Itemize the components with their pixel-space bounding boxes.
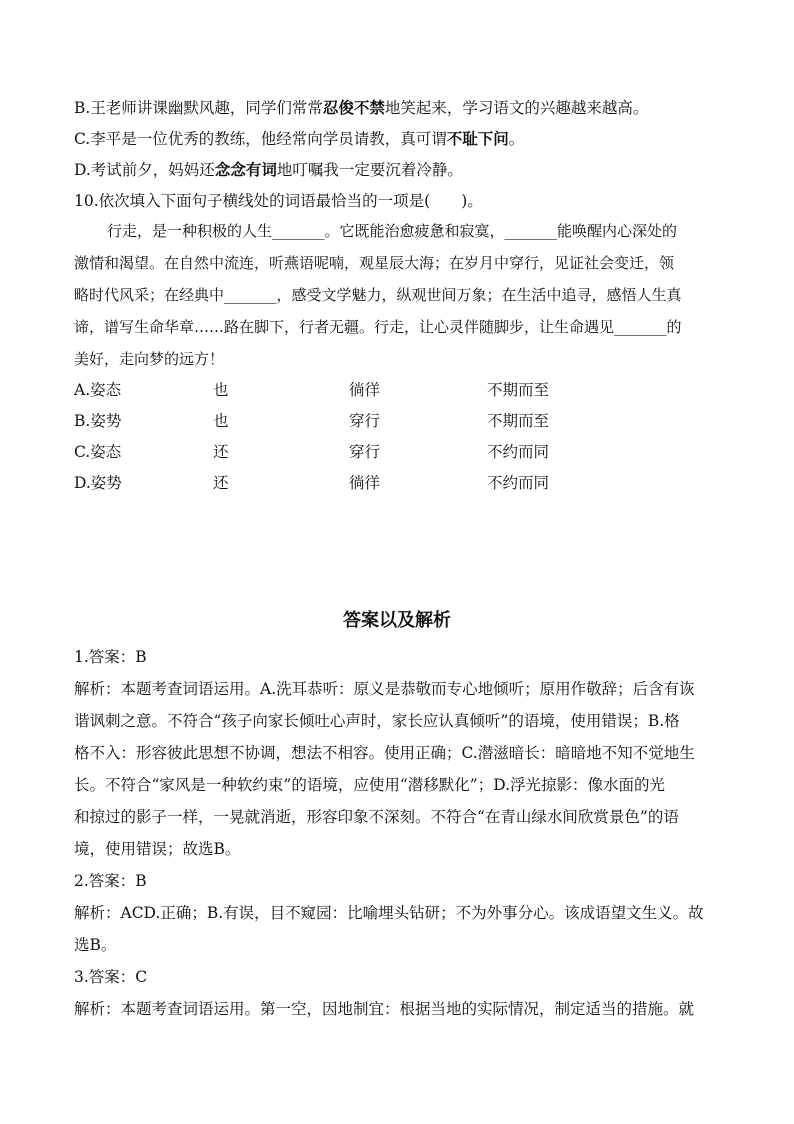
option-c-line [74,129,524,149]
answer-1: 1.答案：B [74,648,147,666]
analysis-line: 选B。 [74,936,117,954]
passage-line: 激情和渴望。在自然中流连，听燕语呢喃，观星辰大海；在岁月中穿行，见证社会变迁，领 [74,254,675,272]
analysis-line: 解析：本题考查词语运用。A.洗耳恭听：原义是恭敬而专心地倾听；原用作敬辞；后含有诙 [74,680,695,698]
answers-heading: 答案以及解析 [343,610,451,631]
analysis-line: 长。不符合“家风是一种软约束”的语境，应使用“潜移默化”；D.浮光掠影：像水面的光 [74,776,666,794]
option-c-idiom: 不耻下问 [446,129,509,148]
option-word-2: 还 [213,443,229,461]
option-d-idiom: 念念有词 [214,160,277,179]
option-d-pre: D.考试前夕，妈妈还 [74,161,215,179]
option-label: B.姿势 [74,412,122,430]
answer-2: 2.答案：B [74,872,147,890]
passage-line: 行走，是一种积极的人生_______。它既能治愈疲惫和寂寞，_______能唤醒内心深处的 [107,222,678,240]
option-b-pre: B.王老师讲课幽默风趣，同学们常常 [74,99,323,117]
option-b-post: 地笑起来，学习语文的兴趣越来越高。 [384,99,649,117]
option-word-2: 还 [213,474,229,492]
analysis-line: 格不入：形容彼此思想不协调，想法不相容。使用正确；C.潜滋暗长：暗暗地不知不觉地生 [74,744,695,762]
option-word-3: 穿行 [349,412,381,430]
option-label: A.姿态 [74,381,122,399]
option-word-3: 徜徉 [349,474,381,492]
answer-3: 3.答案：C [74,968,148,986]
analysis-line: 和掠过的影子一样，一晃就消逝，形容印象不深刻。不符合“在青山绿水间欣赏景色”的语 [74,808,679,826]
passage-line: 美好，走向梦的远方！ [74,350,225,368]
analysis-line: 境，使用错误；故选B。 [74,840,241,858]
option-word-4: 不约而同 [487,443,550,461]
option-label: C.姿态 [74,443,122,461]
option-label: D.姿势 [74,474,122,492]
option-word-4: 不约而同 [487,474,550,492]
option-word-4: 不期而至 [487,381,550,399]
option-d-post: 地叮嘱我一定要沉着冷静。 [276,161,463,179]
option-word-2: 也 [213,381,229,399]
passage-line: 谛，谱写生命华章……路在脚下，行者无疆。行走，让心灵伴随脚步，让生命遇见_______的 [74,318,682,336]
question-10-stem: 10.依次填入下面句子横线处的词语最恰当的一项是( )。 [74,192,483,210]
passage-line: 略时代风采；在经典中_______，感受文学魅力，纵观世间万象；在生活中追寻，感悟人生真 [74,286,682,304]
analysis-line: 谐讽刺之意。不符合“孩子向家长倾吐心声时，家长应认真倾听”的语境，使用错误；B.格 [74,712,680,730]
option-word-2: 也 [213,412,229,430]
analysis-line: 解析：ACD.正确；B.有误，目不窥园：比喻埋头钻研；不为外事分心。该成语望文生义。故 [74,904,704,922]
option-word-3: 穿行 [349,443,381,461]
option-c-post: 。 [508,130,525,148]
option-b-line [74,98,648,118]
option-d-line [74,160,463,180]
option-word-3: 徜徉 [349,381,381,399]
option-word-4: 不期而至 [487,412,550,430]
analysis-line: 解析：本题考查词语运用。第一空，因地制宜：根据当地的实际情况，制定适当的措施。就 [74,1000,695,1018]
option-c-pre: C.李平是一位优秀的教练，他经常向学员请教，真可谓 [74,130,447,148]
option-b-idiom: 忍俊不禁 [322,98,385,117]
